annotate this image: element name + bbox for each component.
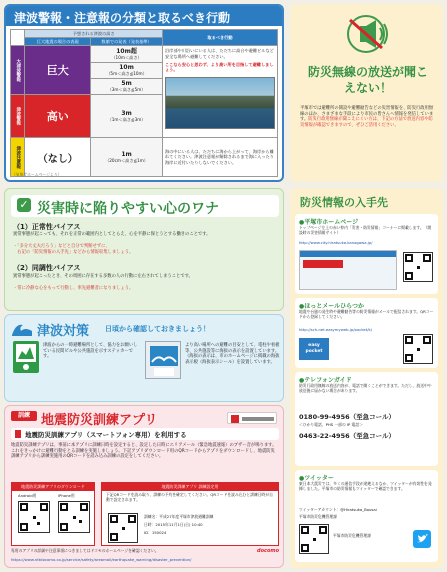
taisaku-panel <box>4 314 284 402</box>
nyushu-s2-url[interactable]: http://sch-net.easymyweb.jp/pocket/k/ <box>299 327 373 332</box>
doc-icon <box>15 430 21 438</box>
nyushu-s3-tel2[interactable]: 0463-22-4956（至急コール） <box>299 432 395 440</box>
nyushu-s3-box <box>295 372 438 466</box>
twitter-icon[interactable] <box>413 530 431 548</box>
num-cell: 3m （1m＜高さ≦3m） <box>91 95 163 138</box>
nyushu-panel <box>290 188 443 568</box>
app-footer: 専用のアプリの詳細や注意事項につきましてはドコモのホームページを確認ください。 <box>11 548 159 553</box>
qr-settings[interactable] <box>108 513 138 543</box>
easy-pocket-logo: easy pocket <box>299 338 329 360</box>
qr-download-title: 地震防災訓練アプリのダウンロード <box>12 483 94 491</box>
nyushu-s4-follow: 平塚市防災危機管理課 <box>333 533 371 538</box>
nyushu-s3-body: 防災行政用無線の放送内容が、電話で聞くことができます。ただし、放送中や放送後に届かない場合があります。 <box>299 383 432 393</box>
app-badge: 訓練 <box>11 411 37 421</box>
tsunami-warning-title: 津波警報・注意報の分類と取るべき行動 <box>14 11 231 25</box>
tsunami-footnote: （気象庁ホームページより） <box>12 172 62 178</box>
nyushu-s1-title: ●平塚市ホームページ <box>299 219 359 226</box>
nyushu-s2-box <box>295 298 438 368</box>
app-phone-icon <box>227 412 277 424</box>
wana-p2: 異常事態が起こったとき、その周囲に存在する多数の人の行動に左右されてしまうことです。 <box>13 274 193 279</box>
musen-body: 平塚市では避難所の開設や避難勧告などの災害情報を、防災行政用無線のほか、さまざまな手段により市民の皆さんへ情報を発信しています。防災行政用無線が聞こえにくい方は、下記の方法で放送内容や防災情報が確認できますので、ぜひご活用ください。 <box>300 106 434 128</box>
cat-warning: 津波警報 <box>11 95 25 138</box>
nyushu-s1-url[interactable]: http://www.city.hiratsuka.kanagawa.jp/ <box>299 240 373 245</box>
wana-p1: 異常事態が起こっても、それを正常の範囲内としてとらえ、心を平静に保とうとする働きのことです。 <box>13 232 211 237</box>
nyushu-s4-title: ●ツイッター <box>299 475 334 482</box>
wana-h2: （2）同調性バイアス <box>13 264 81 272</box>
nyushu-s3-title: ●テレフォンガイド <box>299 377 352 384</box>
app-title: 地震防災訓練アプリ <box>41 413 158 428</box>
musen-panel <box>290 4 443 182</box>
wana-h1: （1）正常性バイアス <box>13 223 81 231</box>
taisaku-title: 津波対策 <box>37 324 90 339</box>
num-cell: 10m超 （10m＜高さ） <box>91 46 163 62</box>
huge-warning: 高い <box>25 95 91 138</box>
qr-download-box <box>11 482 95 546</box>
nyushu-s2-title: ●ほっとメールひらつか <box>299 303 365 310</box>
th-action: 取るべき行動 <box>162 30 277 46</box>
nyushu-s4-name: 平塚市防災危機管理課 <box>299 514 337 519</box>
nyushu-s4-box <box>295 470 438 562</box>
docomo-logo: docomo <box>257 548 280 554</box>
wana-panel <box>4 188 284 311</box>
qr-settings-title: 地震防災訓練アプリ 訓練設定用 <box>102 483 278 491</box>
num-cell: 10m （5m＜高さ≦10m） <box>91 62 163 78</box>
evac-sticker <box>13 341 39 373</box>
num-cell: 5m （3m＜高さ≦5m） <box>91 78 163 94</box>
tsunami-photo <box>165 77 275 129</box>
tsunami-warning-title-bar <box>6 6 282 26</box>
qr-iphone-label: iPhone用 <box>58 493 75 498</box>
qr-android-label: Android用 <box>18 493 37 498</box>
nyushu-title: 防災情報の入手先 <box>300 196 388 209</box>
nyushu-s2-body: 地震や台風の発生時や避難勧告等の防災情報がメールで配信されます。QRコードから登録してください。 <box>299 309 434 319</box>
taisaku-p1: 津波からの一時避難場所として、協力をお願いしている民間ビルや公共施設を示すステッカーです。 <box>43 343 138 360</box>
wana-p1-red2: 右記の「防災情報の入手先」などから情報収集しましょう。 <box>13 250 134 255</box>
qr-mail[interactable] <box>403 334 433 364</box>
nyushu-s4-acct[interactable]: ツイッターアカウント：@Hiratsuka_Bousai <box>299 507 377 512</box>
musen-title: 防災無線の放送が聞こえない！ <box>307 65 428 95</box>
th-numeric: 数値での発表（発表基準） <box>91 38 163 46</box>
sea-level-sign <box>145 341 181 379</box>
nyushu-s3-tel1[interactable]: 0180-99-4956（至急コール） <box>299 413 395 421</box>
huge-advisory: （なし） <box>25 138 91 177</box>
qr-settings-r2: 日時：2015年11月1日(日) 10:40 <box>144 522 203 527</box>
nyushu-s4-body: 東日本大震災では、多くの通信手段が途絶えるなか、ツイッターが有効性を発揮しました。平塚市の防災情報もツイッターで確認できます。 <box>299 481 432 491</box>
tsunami-table <box>10 29 278 177</box>
hp-screenshot <box>299 250 397 290</box>
taisaku-subtitle: 日頃から確認しておきましょう！ <box>105 325 210 333</box>
taisaku-p2: より高い場所への避難の目安として、電柱や看板等、公共施設等に海抜の表示を設置しています。 （海抜の表示は、市のホームページに掲載の海抜表示板（海抜表示シール）を設置しています。 <box>185 343 280 365</box>
cat-advisory: 津波注意報 <box>11 138 25 177</box>
check-icon: ✓ <box>17 198 31 212</box>
app-body: 地震防災訓練アプリは、事前に本アプリに訓練日時を設定すると、設定した日時にエリアメール（緊急地震速報）のブザー音が鳴ります。これをきっかけに避難行動をとる訓練を実施しましょう。下記アプリダウンロード用のQRコードからアプリをダウンロードし、地震防災訓練アプリから訓練実施用のQRコードを読み込み訓練の設定をしてください。 <box>11 443 277 460</box>
action-advisory: 海の中にいる人は、ただちに海から上がって、海岸から離れてください。津波注意報が解除されるまで海に入ったり海岸に近付いたりしないでください。 <box>162 138 277 177</box>
cat-major: 大津波警報 <box>11 46 25 95</box>
qr-twitter[interactable] <box>299 524 329 554</box>
qr-settings-r3: ID：150024 <box>144 530 167 535</box>
qr-android[interactable] <box>18 501 50 533</box>
wave-icon <box>11 321 33 337</box>
nyushu-s3-note: ＜ひかり電話、PHS 一部の IP 電話＞ <box>299 422 363 427</box>
num-cell: 1m （20cm＜高さ≦1m） <box>91 138 163 177</box>
wana-p1-red: ・「多分大丈夫だろう」などと自分で判断せずに、 <box>13 244 110 249</box>
qr-hp[interactable] <box>403 252 433 282</box>
th-predict: 予想される津波の高さ <box>25 30 163 38</box>
wana-title: 災害時に陥りやすい心のワナ <box>37 201 219 217</box>
nyushu-s1-body: トップページ左上の赤い枠内「災害・防災情報」コーナーに掲載します。（開設時の災害情報サイト） <box>299 225 432 235</box>
qr-settings-r1: 訓練名：平成27年度平塚市津波避難訓練 <box>144 514 214 519</box>
th-huge: 巨大地震の場合の表現 <box>25 38 91 46</box>
wana-title-bar <box>11 195 279 217</box>
qr-settings-box <box>101 482 279 546</box>
qr-settings-body: 下記QRコードを読み取り、訓練の予約を確定してください。QRコードを読み込むと訓練日時が自動で設定されます。 <box>106 492 273 502</box>
action-warning: 沿岸部や川沿いにいる人は、ただちに高台や避難ビルなど安全な場所へ避難してください。 ここなら安心と思わず、より高い所を目指して避難しましょう。 <box>162 46 277 138</box>
app-panel <box>4 405 284 568</box>
huge-major: 巨大 <box>25 46 91 95</box>
qr-iphone[interactable] <box>58 501 90 533</box>
app-url[interactable]: https://www.nttdocomo.co.jp/service/safety/areamail/earthquake_warning/disaster_prevention/ <box>11 557 192 562</box>
tsunami-warning-panel <box>4 4 284 182</box>
wana-p2-red: ・常に冷静な心をもって行動し、率先避難者になりましょう。 <box>13 286 134 291</box>
app-sub: 地震防災訓練アプリ（スマートフォン専用）を利用する <box>11 428 279 440</box>
speaker-icon <box>338 14 394 54</box>
nyushu-s1-box <box>295 214 438 294</box>
